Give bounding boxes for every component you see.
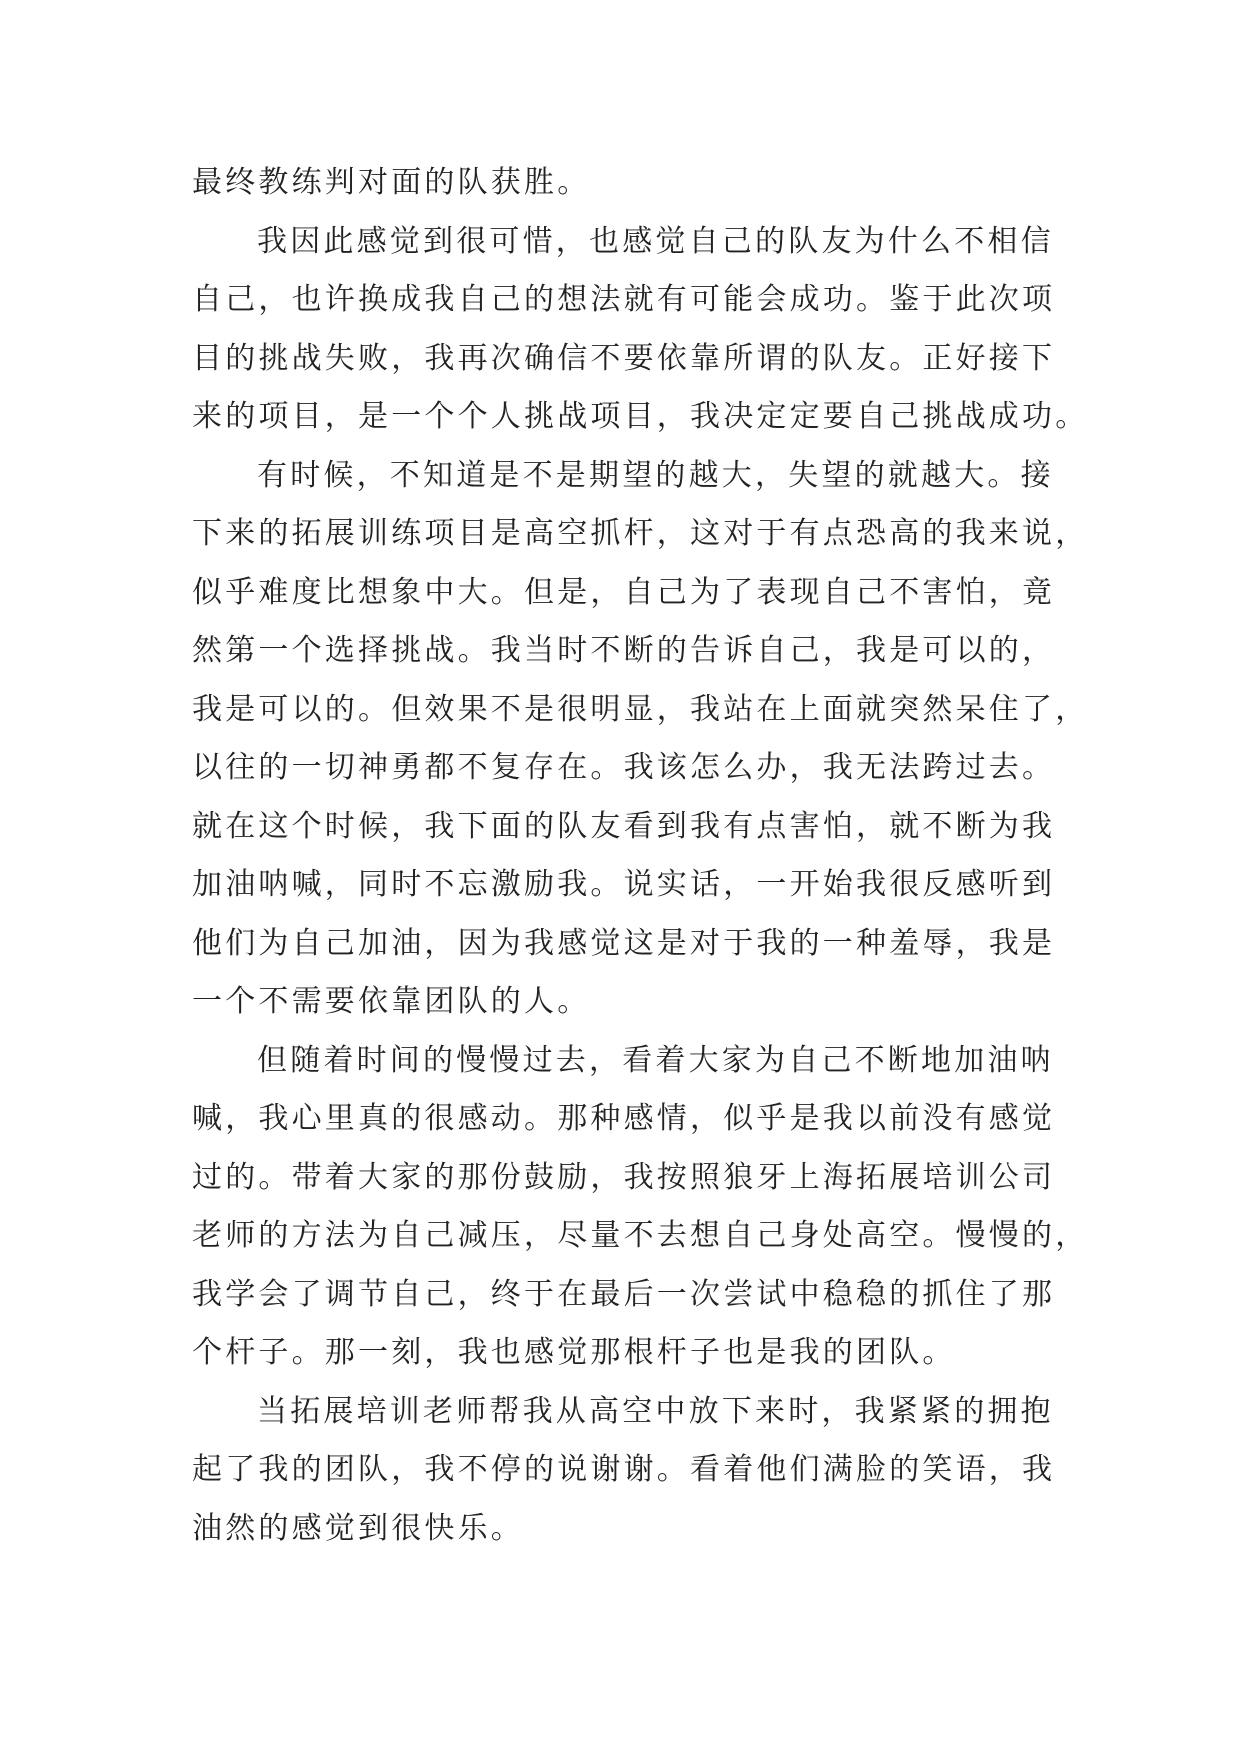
- text-line: 加油呐喊，同时不忘激励我。说实话，一开始我很反感听到: [192, 867, 1056, 902]
- text-line: 过的。带着大家的那份鼓励，我按照狼牙上海拓展培训公司: [192, 1159, 1056, 1195]
- text-line: 油然的感觉到很快乐。: [192, 1510, 524, 1546]
- text-line: 我因此感觉到很可惜，也感觉自己的队友为什么不相信: [257, 223, 1054, 259]
- text-line: 我学会了调节自己，终于在最后一次尝试中稳稳的抓住了那: [192, 1276, 1056, 1312]
- text-line: 然第一个选择挑战。我当时不断的告诉自己，我是可以的，: [192, 633, 1056, 668]
- text-line: 但随着时间的慢慢过去，看着大家为自己不断地加油呐: [257, 1042, 1054, 1078]
- text-line: 老师的方法为自己减压，尽量不去想自己身处高空。慢慢的，: [192, 1218, 1089, 1253]
- text-line: 当拓展培训老师帮我从高空中放下来时，我紧紧的拥抱: [257, 1393, 1054, 1429]
- text-line: 个杆子。那一刻，我也感觉那根杆子也是我的团队。: [192, 1335, 956, 1370]
- text-line: 以往的一切神勇都不复存在。我该怎么办，我无法跨过去。: [192, 750, 1056, 785]
- text-line: 似乎难度比想象中大。但是，自己为了表现自己不害怕，竟: [192, 574, 1056, 610]
- text-line: 起了我的团队，我不停的说谢谢。看着他们满脸的笑语，我: [192, 1452, 1056, 1487]
- text-line: 喊，我心里真的很感动。那种感情，似乎是我以前没有感觉: [192, 1101, 1056, 1136]
- text-line: 就在这个时候，我下面的队友看到我有点害怕，就不断为我: [192, 808, 1056, 844]
- text-line: 有时候，不知道是不是期望的越大，失望的就越大。接: [257, 457, 1054, 493]
- text-line: 我是可以的。但效果不是很明显，我站在上面就突然呆住了，: [192, 691, 1089, 727]
- text-line: 下来的拓展训练项目是高空抓杆，这对于有点恐高的我来说，: [192, 516, 1089, 551]
- text-line: 最终教练判对面的队获胜。: [192, 165, 591, 200]
- text-line: 自己，也许换成我自己的想法就有可能会成功。鉴于此次项: [192, 282, 1056, 317]
- text-line: 目的挑战失败，我再次确信不要依靠所谓的队友。正好接下: [192, 340, 1056, 376]
- text-line: 他们为自己加油，因为我感觉这是对于我的一种羞辱，我是: [192, 925, 1056, 961]
- text-line: 来的项目，是一个个人挑战项目，我决定定要自己挑战成功。: [192, 399, 1089, 434]
- document-body: [192, 154, 1089, 1558]
- text-line: 一个不需要依靠团队的人。: [192, 984, 591, 1019]
